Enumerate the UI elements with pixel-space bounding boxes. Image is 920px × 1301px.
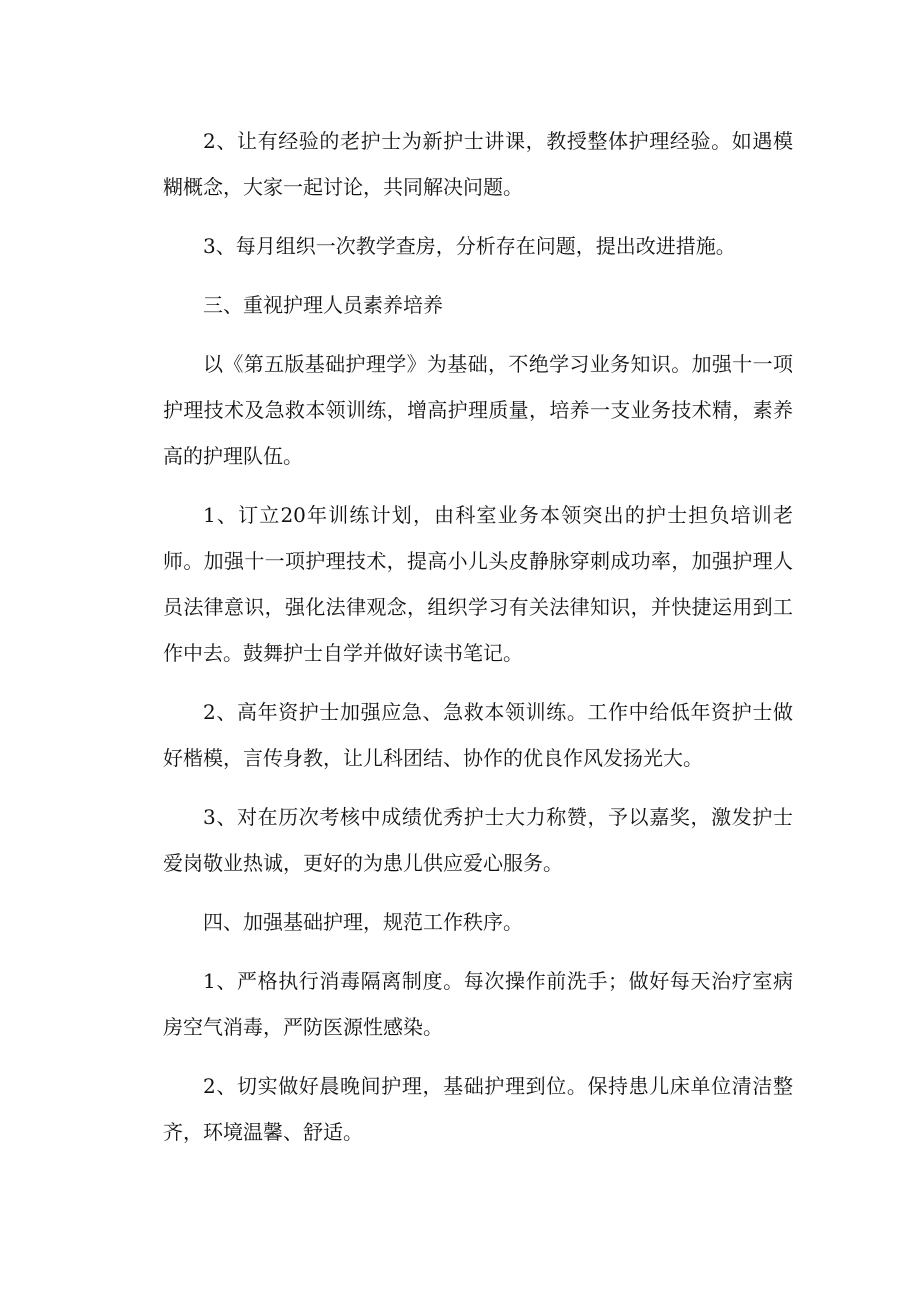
- paragraph-morning-evening-care: 2、切实做好晨晚间护理，基础护理到位。保持患儿床单位清洁整齐，环境温馨、舒适。: [163, 1074, 793, 1144]
- paragraph-praise-rewards: 3、对在历次考核中成绩优秀护士大力称赞，予以嘉奖，激发护士爱岗敬业热诚，更好的为患儿供应爱心服务。: [163, 805, 793, 875]
- paragraph-basic-nursing-study: 以《第五版基础护理学》为基础，不绝学习业务知识。加强十一项护理技术及急救本领训练，增高护理质量，培养一支业务技术精，素养高的护理队伍。: [163, 352, 793, 468]
- section-heading-3: 三、重视护理人员素养培养: [203, 293, 443, 317]
- paragraph-senior-nurse-training: 2、高年资护士加强应急、急救本领训练。工作中给低年资护士做好楷模，言传身教，让儿科团结、协作的优良作风发扬光大。: [163, 700, 793, 770]
- paragraph-teaching-lectures: 2、让有经验的老护士为新护士讲课，教授整体护理经验。如遇模糊概念，大家一起讨论，共同解决问题。: [163, 129, 793, 199]
- document-body: [163, 118, 793, 1155]
- section-heading-4: 四、加强基础护理，规范工作秩序。: [203, 910, 523, 934]
- paragraph-teaching-rounds: 3、每月组织一次教学查房，分析存在问题，提出改进措施。: [203, 234, 736, 258]
- paragraph-disinfection: 1、严格执行消毒隔离制度。每次操作前洗手；做好每天治疗室病房空气消毒，严防医源性感染。: [163, 969, 793, 1039]
- paragraph-training-plan: 1、订立20年训练计划，由科室业务本领突出的护士担负培训老师。加强十一项护理技术，提高小儿头皮静脉穿刺成功率，加强护理人员法律意识，强化法律观念，组织学习有关法律知识，并快捷运用到工作中去。鼓舞护士自学并做好读书笔记。: [163, 503, 793, 665]
